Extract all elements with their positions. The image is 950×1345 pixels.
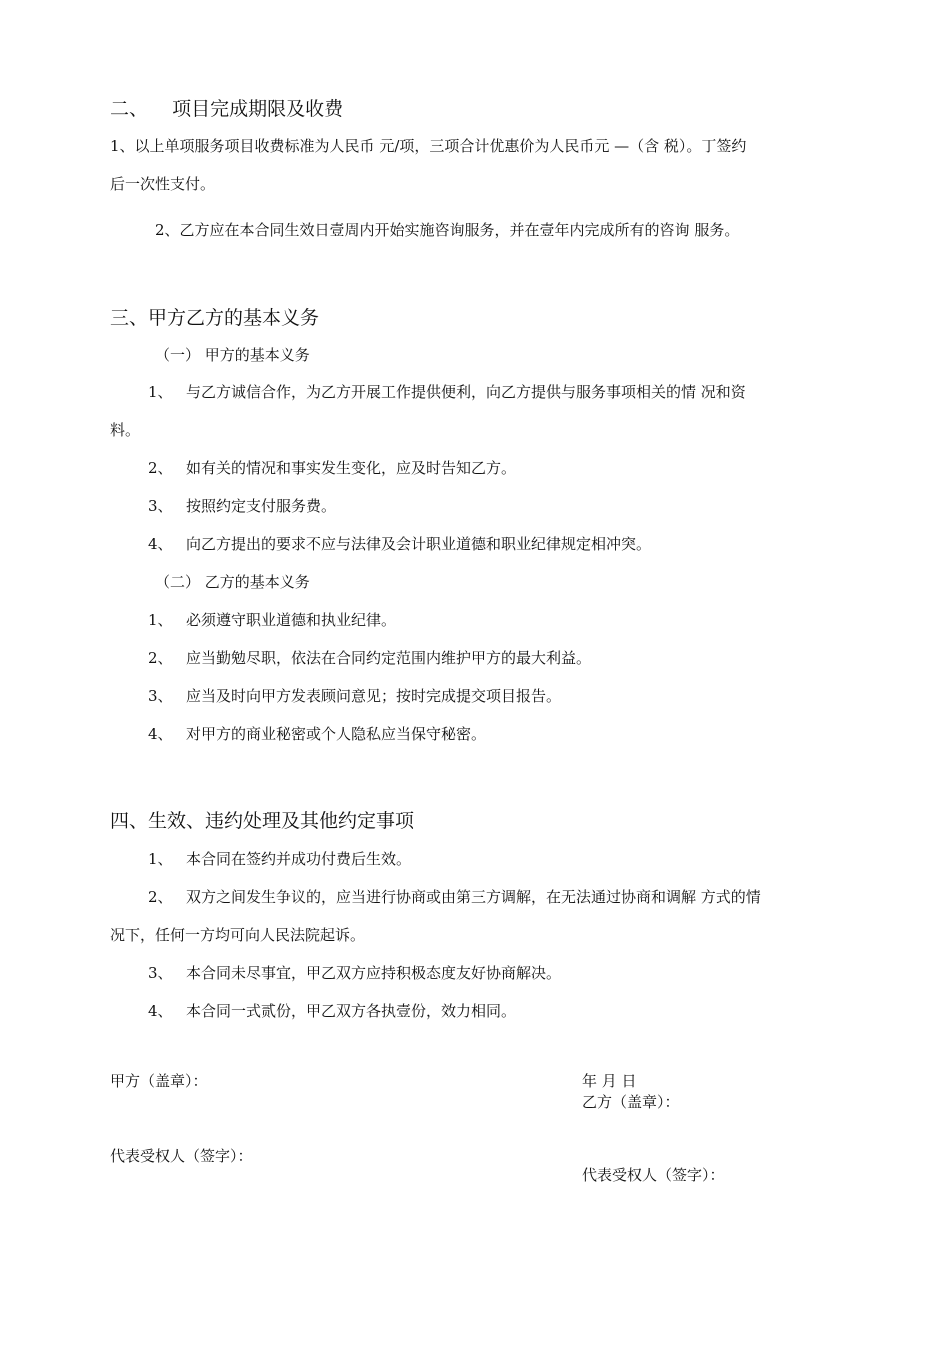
- list-item-number: 2、: [148, 459, 173, 477]
- list-item: [148, 457, 516, 478]
- list-item-text: 本合同在签约并成功付费后生效。: [186, 850, 412, 868]
- list-item-number: 4、: [148, 535, 173, 553]
- section3-heading: 三、甲方乙方的基本义务: [110, 307, 320, 329]
- section3-subheading-party-b: （二） 乙方的基本义务: [155, 573, 310, 591]
- list-item-text: 应当及时向甲方发表顾问意见；按时完成提交项目报告。: [186, 687, 562, 705]
- list-item-number: 3、: [148, 497, 173, 515]
- list-item-number: 2、: [148, 888, 173, 906]
- list-item-number: 4、: [148, 1002, 173, 1020]
- section2-heading-number: 二、: [110, 98, 149, 120]
- signature-date: 年 月 日: [582, 1072, 637, 1090]
- party-b-representative-label: 代表受权人（签字）：: [582, 1166, 725, 1184]
- list-item-text: 本合同未尽事宜，甲乙双方应持积极态度友好协商解决。: [186, 964, 562, 982]
- list-item: [148, 886, 761, 907]
- section2-paragraph1-line1: 1、以上单项服务项目收费标准为人民币 元/项，三项合计优惠价为人民币元 —（含 税）。丁签约: [110, 137, 747, 155]
- list-item-text: 按照约定支付服务费。: [186, 497, 337, 515]
- list-item-number: 3、: [148, 964, 173, 982]
- section4-heading: 四、生效、违约处理及其他约定事项: [110, 810, 415, 832]
- list-item-number: 3、: [148, 687, 173, 705]
- party-a-representative-label: 代表受权人（签字）：: [110, 1147, 253, 1165]
- list-item: [148, 609, 396, 630]
- list-item-number: 1、: [148, 383, 173, 401]
- list-item-number: 1、: [148, 850, 173, 868]
- list-item: [148, 685, 561, 706]
- list-item-number: 4、: [148, 725, 173, 743]
- list-item: [148, 962, 561, 983]
- list-item-continuation: 料。: [110, 421, 141, 439]
- list-item: [148, 647, 591, 668]
- party-a-seal-label: 甲方（盖章）：: [110, 1072, 208, 1090]
- section2-paragraph1-line2: 后一次性支付。: [110, 175, 216, 193]
- list-item-text: 与乙方诚信合作，为乙方开展工作提供便利，向乙方提供与服务事项相关的情 况和资: [186, 383, 746, 401]
- list-item-text: 向乙方提出的要求不应与法律及会计职业道德和职业纪律规定相冲突。: [186, 535, 652, 553]
- list-item: [148, 381, 746, 402]
- section3-subheading-party-a: （一） 甲方的基本义务: [155, 346, 310, 364]
- list-item-text: 必须遵守职业道德和执业纪律。: [186, 611, 397, 629]
- list-item: [148, 533, 651, 554]
- list-item-text: 双方之间发生争议的，应当进行协商或由第三方调解，在无法通过协商和调解 方式的情: [186, 888, 761, 906]
- list-item-text: 对甲方的商业秘密或个人隐私应当保守秘密。: [186, 725, 487, 743]
- list-item: [148, 495, 336, 516]
- list-item-text: 本合同一式贰份，甲乙双方各执壹份，效力相同。: [186, 1002, 517, 1020]
- party-b-seal-label: 乙方（盖章）：: [582, 1093, 680, 1111]
- list-item-number: 1、: [148, 611, 173, 629]
- section2-paragraph2: 2、乙方应在本合同生效日壹周内开始实施咨询服务，并在壹年内完成所有的咨询 服务。: [155, 221, 740, 239]
- section2-heading: [110, 94, 343, 121]
- section2-heading-text: 项目完成期限及收费: [172, 98, 344, 120]
- list-item-text: 应当勤勉尽职，依法在合同约定范围内维护甲方的最大利益。: [186, 649, 592, 667]
- list-item-number: 2、: [148, 649, 173, 667]
- list-item: [148, 1000, 516, 1021]
- list-item-continuation: 况下，任何一方均可向人民法院起诉。: [110, 926, 366, 944]
- list-item: [148, 723, 486, 744]
- list-item: [148, 848, 411, 869]
- list-item-text: 如有关的情况和事实发生变化，应及时告知乙方。: [186, 459, 517, 477]
